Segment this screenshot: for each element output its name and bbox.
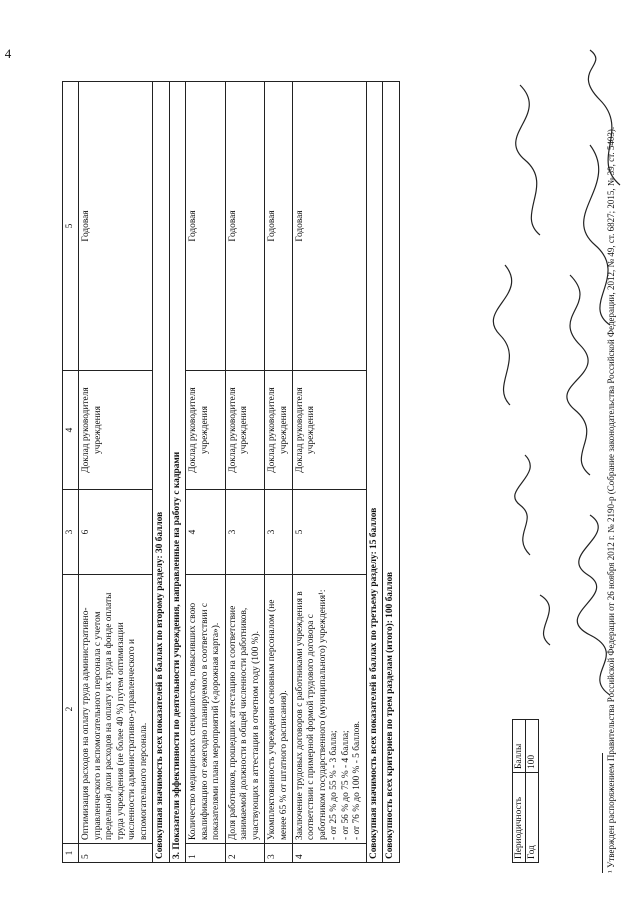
row-points: 5 (292, 490, 366, 575)
header-cell: 1 (63, 844, 79, 863)
row-source: Доклад руководителя учреждения (265, 371, 293, 490)
header-cell: 3 (63, 490, 79, 575)
grand-total: Совокупность всех критериев по трем разделам (итого): 100 баллов (383, 82, 399, 863)
row-period: Годовая (186, 82, 225, 371)
row-points: 4 (186, 490, 225, 575)
section-title-row (169, 82, 185, 863)
footnote: ¹ Утвержден распоряжением Правительства Российской Федерации от 26 ноября 2012 г. № 2190-р (Собрание законодательства Российской Федерации, 2012, № 49, ст. 6827; 2015, № 39, ст. 5403). (606, 126, 616, 873)
page-number: 4 (4, 45, 12, 61)
row-number: 3 (265, 844, 293, 863)
signature-scribbles (470, 45, 640, 705)
row-number: 5 (79, 844, 153, 863)
summary-label: Год (526, 773, 539, 863)
row-period: Годовая (225, 82, 264, 371)
row-text: Укомплектованность учреждения основным персоналом (не менее 65 % от штатного расписания). (265, 575, 293, 844)
row-sub-item: - от 25 % до 55 % - 3 балла; (329, 730, 340, 840)
section3-total: Совокупная значимость всех показателей в баллах по третьему разделу: 15 баллов (366, 82, 382, 863)
table-row (79, 82, 153, 863)
row-text: Доля работников, прошедших аттестацию на соответствие занимаемой должности в общей численности работников, участвующих в аттестации в отчетном году (100 %). (225, 575, 264, 844)
row-source: Доклад руководителя учреждения (225, 371, 264, 490)
grand-total-row (383, 82, 399, 863)
row-points: 3 (225, 490, 264, 575)
summary-table (512, 719, 539, 863)
table-header-row (63, 82, 79, 863)
row-source: Доклад руководителя учреждения (79, 371, 153, 490)
table-row (265, 82, 293, 863)
summary-value: 100 (526, 720, 539, 773)
row-number: 2 (225, 844, 264, 863)
table-row (225, 82, 264, 863)
footnote-divider (602, 753, 603, 873)
summary-row (526, 720, 539, 863)
header-cell: 2 (63, 575, 79, 844)
summary-value: Баллы (513, 720, 526, 773)
row-sub-item: - от 76 % до 100 % - 5 баллов. (352, 720, 363, 840)
row-sub-item: - от 56 % до 75 % - 4 балла; (340, 730, 351, 840)
section-total-row (366, 82, 382, 863)
row-text: Оптимизация расходов на оплату труда административно-управленческого и вспомогательного персонала с учетом предельной доли расходов на оплату их труда в фонде оплаты труда учреждения (не более 40 %) путем оптимизации численности административно-управленческого и вспомогательного персонала. (79, 575, 153, 844)
section2-total: Совокупная значимость всех показателей в баллах по второму разделу: 30 баллов (153, 82, 169, 863)
row-text-cell (292, 575, 366, 844)
row-period: Годовая (79, 82, 153, 371)
row-text: Заключение трудовых договоров с работниками учреждения в соответствии с примерной формой трудового договора с работником государственного (муниципального) учреждения¹: (294, 589, 328, 840)
row-text: Количество медицинских специалистов, повысивших свою квалификацию от ежегодно планируемого в соответствии с показателями плана мероприятий («дорожная карта»). (186, 575, 225, 844)
row-points: 6 (79, 490, 153, 575)
row-points: 3 (265, 490, 293, 575)
section-total-row (153, 82, 169, 863)
row-number: 1 (186, 844, 225, 863)
section3-title: 3. Показатели эффективности по деятельности учреждения, направленные на работу с кадрами (169, 82, 185, 863)
header-cell: 5 (63, 82, 79, 371)
header-cell: 4 (63, 371, 79, 490)
row-source: Доклад руководителя учреждения (292, 371, 366, 490)
row-source: Доклад руководителя учреждения (186, 371, 225, 490)
summary-row (513, 720, 526, 863)
row-period: Годовая (265, 82, 293, 371)
row-number: 4 (292, 844, 366, 863)
table-row (292, 82, 366, 863)
table-row (186, 82, 225, 863)
row-period: Годовая (292, 82, 366, 371)
summary-label: Периодичность (513, 773, 526, 863)
criteria-table (62, 81, 400, 863)
